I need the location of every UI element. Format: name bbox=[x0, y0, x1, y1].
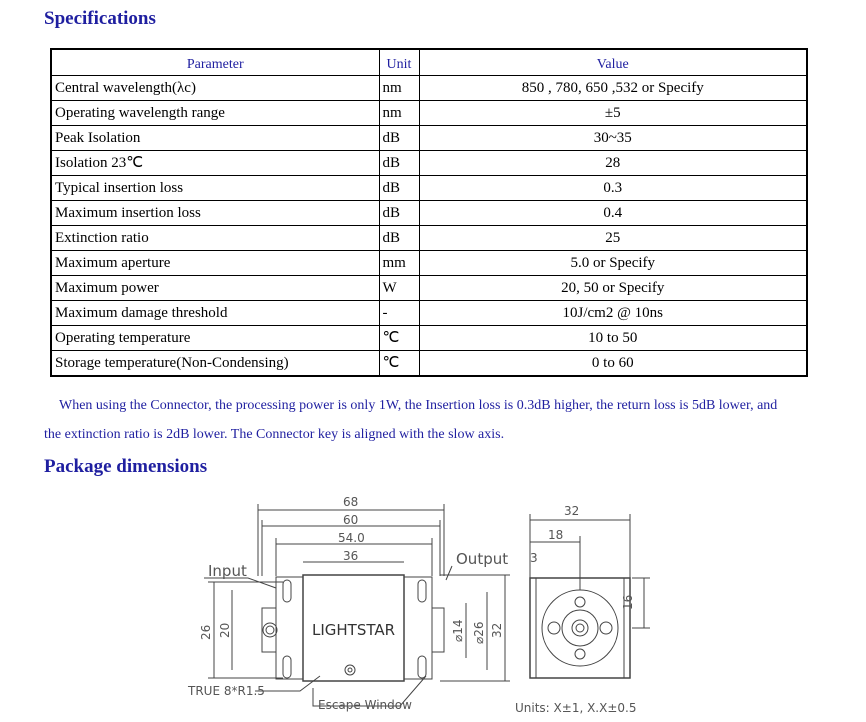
param-cell: Peak Isolation bbox=[51, 126, 379, 151]
table-row bbox=[51, 201, 807, 226]
value-cell: 30~35 bbox=[419, 126, 807, 151]
value-cell: 10J/cm2 @ 10ns bbox=[419, 301, 807, 326]
dim-32-height: 32 bbox=[490, 622, 504, 638]
unit-cell: dB bbox=[379, 201, 419, 226]
param-cell: Operating wavelength range bbox=[51, 101, 379, 126]
package-dimensions-title: Package dimensions bbox=[44, 456, 208, 477]
unit-cell: dB bbox=[379, 126, 419, 151]
value-cell: 28 bbox=[419, 151, 807, 176]
table-row bbox=[51, 276, 807, 301]
unit-cell: - bbox=[379, 301, 419, 326]
value-cell: 0.3 bbox=[419, 176, 807, 201]
param-cell: Maximum damage threshold bbox=[51, 301, 379, 326]
dim-3: 3 bbox=[530, 551, 538, 565]
true-radius-label: TRUE 8*R1.5 bbox=[188, 684, 265, 698]
unit-cell: nm bbox=[379, 101, 419, 126]
value-cell: 850 , 780, 650 ,532 or Specify bbox=[419, 76, 807, 101]
value-cell: 0.4 bbox=[419, 201, 807, 226]
table-row bbox=[51, 326, 807, 351]
param-cell: Typical insertion loss bbox=[51, 176, 379, 201]
brand-label: LIGHTSTAR bbox=[312, 621, 396, 639]
table-header-row bbox=[51, 49, 807, 76]
specifications-title: Specifications bbox=[44, 8, 156, 29]
dim-phi14: ⌀14 bbox=[451, 619, 465, 642]
table-row bbox=[51, 226, 807, 251]
dim-54: 54.0 bbox=[338, 531, 365, 545]
dim-36: 36 bbox=[343, 549, 359, 563]
unit-cell: dB bbox=[379, 176, 419, 201]
dim-26: 26 bbox=[199, 624, 213, 640]
output-label: Output bbox=[456, 550, 509, 568]
dim-60: 60 bbox=[343, 513, 359, 527]
table-row bbox=[51, 351, 807, 377]
package-drawing bbox=[0, 480, 866, 722]
table-row bbox=[51, 176, 807, 201]
table-row bbox=[51, 251, 807, 276]
table-row bbox=[51, 126, 807, 151]
unit-cell: W bbox=[379, 276, 419, 301]
table-row bbox=[51, 151, 807, 176]
unit-cell: ℃ bbox=[379, 326, 419, 351]
param-cell: Extinction ratio bbox=[51, 226, 379, 251]
unit-cell: dB bbox=[379, 151, 419, 176]
value-cell: 5.0 or Specify bbox=[419, 251, 807, 276]
connector-note-line1: When using the Connector, the processing power is only 1W, the Insertion loss is 0.3dB higher, the return loss is 5dB lower, and bbox=[59, 398, 778, 413]
dim-68: 68 bbox=[343, 495, 359, 509]
table-row bbox=[51, 301, 807, 326]
unit-cell: ℃ bbox=[379, 351, 419, 377]
dim-16: 16 bbox=[621, 594, 635, 610]
param-cell: Maximum power bbox=[51, 276, 379, 301]
value-cell: ±5 bbox=[419, 101, 807, 126]
dim-20: 20 bbox=[218, 622, 232, 638]
value-cell: 25 bbox=[419, 226, 807, 251]
unit-cell: nm bbox=[379, 76, 419, 101]
input-label: Input bbox=[208, 562, 247, 580]
param-cell: Storage temperature(Non-Condensing) bbox=[51, 351, 379, 377]
param-cell: Maximum aperture bbox=[51, 251, 379, 276]
header-value: Value bbox=[419, 49, 807, 76]
header-parameter: Parameter bbox=[51, 49, 379, 76]
table-row bbox=[51, 76, 807, 101]
param-cell: Central wavelength(λc) bbox=[51, 76, 379, 101]
param-cell: Operating temperature bbox=[51, 326, 379, 351]
value-cell: 0 to 60 bbox=[419, 351, 807, 377]
dim-32: 32 bbox=[564, 504, 580, 518]
units-label: Units: X±1, X.X±0.5 bbox=[515, 701, 637, 715]
param-cell: Isolation 23℃ bbox=[51, 151, 379, 176]
dim-phi26: ⌀26 bbox=[472, 621, 486, 644]
value-cell: 10 to 50 bbox=[419, 326, 807, 351]
header-unit: Unit bbox=[379, 49, 419, 76]
dim-18: 18 bbox=[548, 528, 564, 542]
unit-cell: dB bbox=[379, 226, 419, 251]
connector-note-line2: the extinction ratio is 2dB lower. The Connector key is aligned with the slow axis. bbox=[44, 427, 505, 442]
escape-window-label: Escape Window bbox=[318, 698, 412, 712]
specifications-table bbox=[50, 48, 808, 377]
unit-cell: mm bbox=[379, 251, 419, 276]
param-cell: Maximum insertion loss bbox=[51, 201, 379, 226]
value-cell: 20, 50 or Specify bbox=[419, 276, 807, 301]
table-row bbox=[51, 101, 807, 126]
